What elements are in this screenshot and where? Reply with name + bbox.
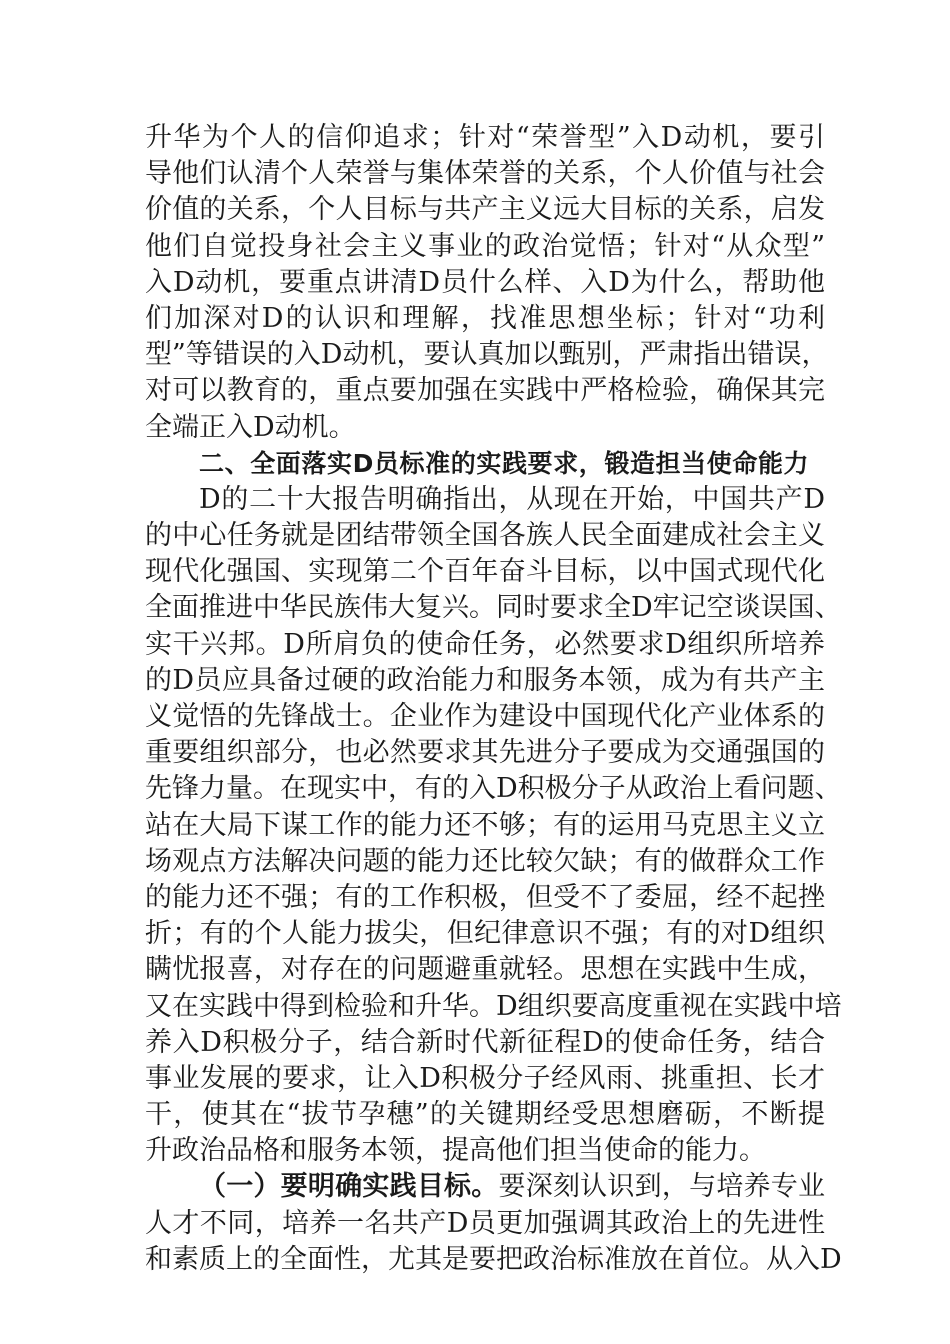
text-line: 的D员应具备过硬的政治能力和服务本领，成为有共产主 <box>145 664 825 696</box>
text-line: 全端正入D动机。 <box>145 411 356 443</box>
sub-heading: （一）要明确实践目标。 <box>199 1171 499 1203</box>
text-run: 要深刻认识到，与培养专业 <box>498 1171 825 1203</box>
text-line: 先锋力量。在现实中，有的入D积极分子从政治上看问题、 <box>145 773 842 805</box>
text-line: 人才不同，培养一名共产D员更加强调其政治上的先进性 <box>145 1207 825 1239</box>
text-line: 们加深对D的认识和理解，找准思想坐标；针对“功利 <box>145 302 825 334</box>
text-line: 入D动机，要重点讲清D员什么样、入D为什么，帮助他 <box>145 266 825 298</box>
text-line: 养入D积极分子，结合新时代新征程D的使命任务，结合 <box>145 1026 825 1058</box>
text-line <box>145 1169 825 1205</box>
text-line: 站在大局下谋工作的能力还不够；有的运用马克思主义立 <box>145 809 825 841</box>
text-line: 升华为个人的信仰追求；针对“荣誉型”入D动机，要引 <box>145 122 825 153</box>
text-line: 干，使其在“拔节孕穗”的关键期经受思想磨砺，不断提 <box>145 1099 825 1131</box>
text-line: 现代化强国、实现第二个百年奋斗目标，以中国式现代化 <box>145 556 825 588</box>
text-line: 导他们认清个人荣誉与集体荣誉的关系，个人价值与社会 <box>145 158 825 190</box>
text-line: 的中心任务就是团结带领全国各族人民全面建成社会主义 <box>145 520 825 552</box>
text-line: 全面推进中华民族伟大复兴。同时要求全D牢记空谈误国、 <box>145 592 842 624</box>
document-body <box>145 120 842 1278</box>
text-line: 瞒忧报喜，对存在的问题避重就轻。思想在实践中生成， <box>145 954 825 986</box>
text-line: 的能力还不强；有的工作积极，但受不了委屈，经不起挫 <box>145 881 825 913</box>
text-line: 折；有的个人能力拔尖，但纪律意识不强；有的对D组织 <box>145 918 825 950</box>
text-line: 场观点方法解决问题的能力还比较欠缺；有的做群众工作 <box>145 845 825 877</box>
section-heading: 二、全面落实D员标准的实践要求，锻造担当使命能力 <box>199 448 810 478</box>
text-line: 型”等错误的入D动机，要认真加以甄别，严肃指出错误， <box>145 339 829 371</box>
text-line: 他们自觉投身社会主义事业的政治觉悟；针对“从众型” <box>145 230 825 262</box>
text-line: 事业发展的要求，让入D积极分子经风雨、挑重担、长才 <box>145 1062 825 1094</box>
text-line: 升政治品格和服务本领，提高他们担当使命的能力。 <box>145 1135 766 1167</box>
text-line: 重要组织部分，也必然要求其先进分子要成为交通强国的 <box>145 737 825 769</box>
text-line: 对可以教育的，重点要加强在实践中严格检验，确保其完 <box>145 375 825 407</box>
text-line: 义觉悟的先锋战士。企业作为建设中国现代化产业体系的 <box>145 701 825 732</box>
text-line: 和素质上的全面性，尤其是要把政治标准放在首位。从入D <box>145 1243 842 1275</box>
text-line: 实干兴邦。D所肩负的使命任务，必然要求D组织所培养 <box>145 628 825 660</box>
text-line: 价值的关系，个人目标与共产主义远大目标的关系，启发 <box>145 194 825 226</box>
text-line: 又在实践中得到检验和升华。D组织要高度重视在实践中培 <box>145 990 842 1022</box>
text-line: D的二十大报告明确指出，从现在开始，中国共产D <box>199 483 825 515</box>
